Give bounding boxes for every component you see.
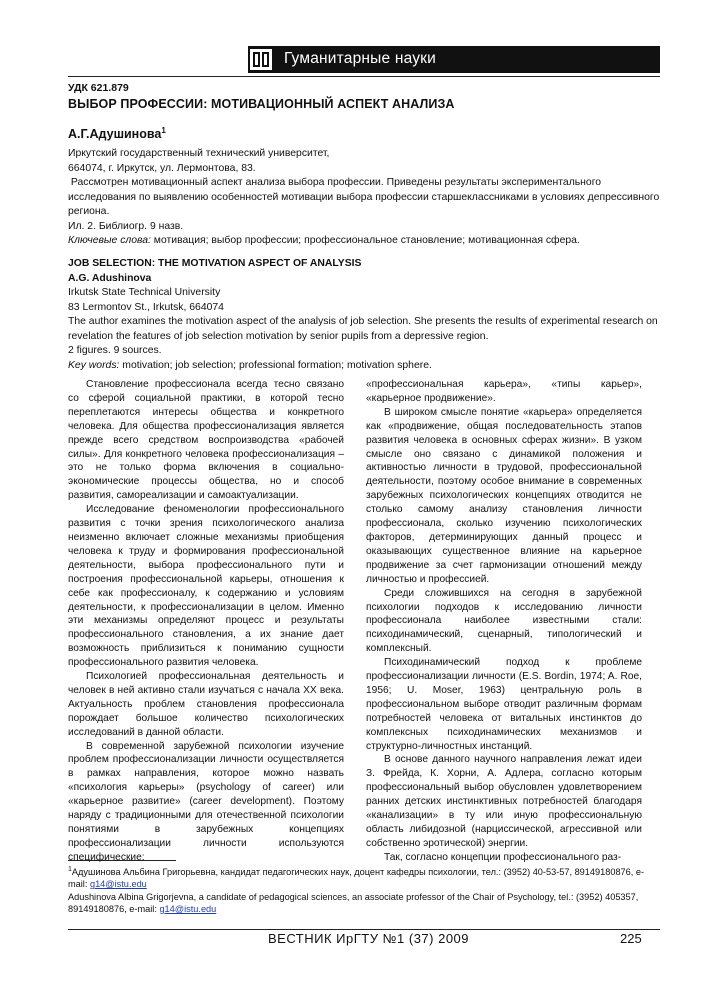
address-en: 83 Lermontov St., Irkutsk, 664074 (68, 301, 224, 313)
author-name: А.Г.Адушинова (68, 127, 162, 141)
paragraph: «профессиональная карьера», «типы карьер», «карьерное продвижение». (366, 379, 642, 404)
paragraph: Среди сложившихся на сегодня в зарубежной психологии подходов к исследованию личности профессионала наиболее известными стали: психодинамический, сценарный, типологический и комплексный. (366, 587, 642, 655)
abstract-block-ru (68, 147, 663, 249)
section-header (248, 46, 660, 73)
keywords-text-en: motivation; job selection; professional formation; motivation sphere. (119, 359, 432, 371)
section-title: Гуманитарные науки (284, 50, 437, 67)
abstract-block-en (68, 257, 660, 373)
header-divider (68, 76, 660, 77)
footnote-text-en: Adushinova Albina Grigorjevna, a candidate of pedagogical sciences, an associate professor of the Chair of Psychology, tel.: (3952) 405357, 89149180876, e-mail: (68, 891, 641, 914)
article-title-en: JOB SELECTION: THE MOTIVATION ASPECT OF ANALYSIS (68, 258, 362, 269)
page-number: 225 (620, 931, 642, 946)
paragraph: Становление профессионала всегда тесно связано со сферой социальной практики, в которой тесно переплетаются интересы общества и конкретного человека. Для общества профессионализация является прежде всего средством воспроизводства «рабочей силы». Для конкретного человека профессионализация – это не только форма включения в социально-экономические процессы общества, но и способ развития, самореализации и самоактуализации. (68, 379, 344, 502)
paragraph: Так, согласно концепции профессионального раз- (384, 851, 622, 863)
references-count-en: 2 figures. 9 sources. (68, 345, 162, 356)
abstract-ru: Рассмотрен мотивационный аспект анализа выбора профессии. Приведены результаты экспериментального исследования по выявлению особенностей мотивации выбора профессии старшеклассниками в условиях депрессивного региона. (68, 177, 663, 217)
journal-name: ВЕСТНИК ИрГТУ №1 (37) 2009 (268, 931, 470, 946)
paragraph: В широком смысле понятие «карьера» определяется как «продвижение, общая последовательность этапов развития человека в основных сферах жизни». В узком смысле оно связано с динамикой положения и активностью личности в трудовой, профессиональной деятельности, поэтому особое внимание в современных зарубежных психологических концепциях отводится не столько самому анализу становления личности профессионала, сколько изучению психологических факторов, детерминирующих данный процесс и оказывающих существенное влияние на карьерное продвижение за счет гармонизации отношений между личностью и профессией. (366, 406, 642, 585)
footnote-mark: 1 (161, 125, 166, 135)
paragraph: Психодинамический подход к проблеме профессионализации личности (E.S. Bordin, 1974; A. Roe, 1956; U. Moser, 1963) центральную роль в профессиональном выборе отводит различным формам потребностей человека от витальных инстинктов до комплексных психодинамических механизмов и структурно-личностных инстанций. (366, 657, 642, 752)
body-column-left (68, 378, 344, 865)
affiliation-en: Irkutsk State Technical University (68, 287, 221, 298)
paragraph: Исследование феноменологии профессионального развития с точки зрения психологического анализа неизменно включает сложные механизмы приобщения человека к труду и формирования профессиональной деятельности, выбора профессионального пути и построения профессиональной карьеры, отношения к себе как профессионалу, к содержанию и условиям деятельности, к профессионализации в целом. Именно эти механизмы определяют процесс и результаты профессионального становления, а их знание дает возможность приблизиться к пониманию сущности профессионального развития человека. (68, 504, 344, 669)
references-count-ru: Ил. 2. Библиогр. 9 назв. (68, 220, 184, 232)
article-title-ru: ВЫБОР ПРОФЕССИИ: МОТИВАЦИОННЫЙ АСПЕКТ АНАЛИЗА (68, 97, 455, 111)
keywords-text-ru: мотивация; выбор профессии; профессиональное становление; мотивационная сфера. (150, 235, 580, 246)
email-link[interactable]: g14@istu.edu (89, 879, 147, 890)
author-name-ru (68, 127, 660, 142)
paragraph: В современной зарубежной психологии изучение проблем профессионализации личности осуществляется в рамках направления, которое можно назвать «психология карьеры» (psychology of career) или «карьерное развитие» (career development). Поэтому наряду с традиционными для отечественной психологии понятиями в зарубежных концепциях профессионализации личности используются специфические: (68, 740, 344, 863)
udk-code: УДК 621.879 (68, 82, 129, 94)
keywords-ru (68, 234, 660, 249)
body-column-right (366, 378, 642, 865)
footnote-text-ru: Адушинова Альбина Григорьевна, кандидат педагогических наук, доцент кафедры психологии, тел.: (3952) 40-53-57, 89149180876, e-mail: (68, 867, 645, 890)
footnote (68, 866, 660, 915)
keywords-label-en: Key words: (68, 359, 120, 371)
book-icon (250, 49, 272, 70)
keywords-label-ru: Ключевые слова: (68, 235, 151, 246)
author-name-en: A.G. Adushinova (68, 272, 152, 284)
affiliation-ru: Иркутский государственный технический университет, (68, 148, 330, 159)
email-link[interactable]: g14@istu.edu (159, 903, 217, 914)
footer-divider (68, 929, 660, 930)
keywords-en (68, 359, 660, 374)
footnote-mark: 1 (68, 865, 72, 873)
paragraph: Психологией профессиональная деятельность и человек в ней активно стали изучаться с начала XX века. Актуальность проблем становления профессионала порождает большое количество психологических исследований в данной области. (68, 671, 344, 738)
footnote-en (68, 891, 660, 916)
address-ru: 664074, г. Иркутск, ул. Лермонтова, 83. (68, 162, 256, 174)
paragraph: В основе данного научного направления лежат идеи З. Фрейда, К. Хорни, А. Адлера, согласно которым профессиональный выбор обусловлен удовлетворением ранних детских инстинктивных потребностей благодаря «канализации» в ту или иную профессиональную область либидозной (нарциссической, агрессивной или собственно эротической) энергии. (366, 754, 642, 849)
footnote-ru (68, 866, 660, 891)
footnote-divider (68, 860, 176, 861)
abstract-en: The author examines the motivation aspect of the analysis of job selection. She presents the results of experimental research on revelation the features of job selection motivation by senior pupils from a depressive region. (68, 316, 658, 342)
